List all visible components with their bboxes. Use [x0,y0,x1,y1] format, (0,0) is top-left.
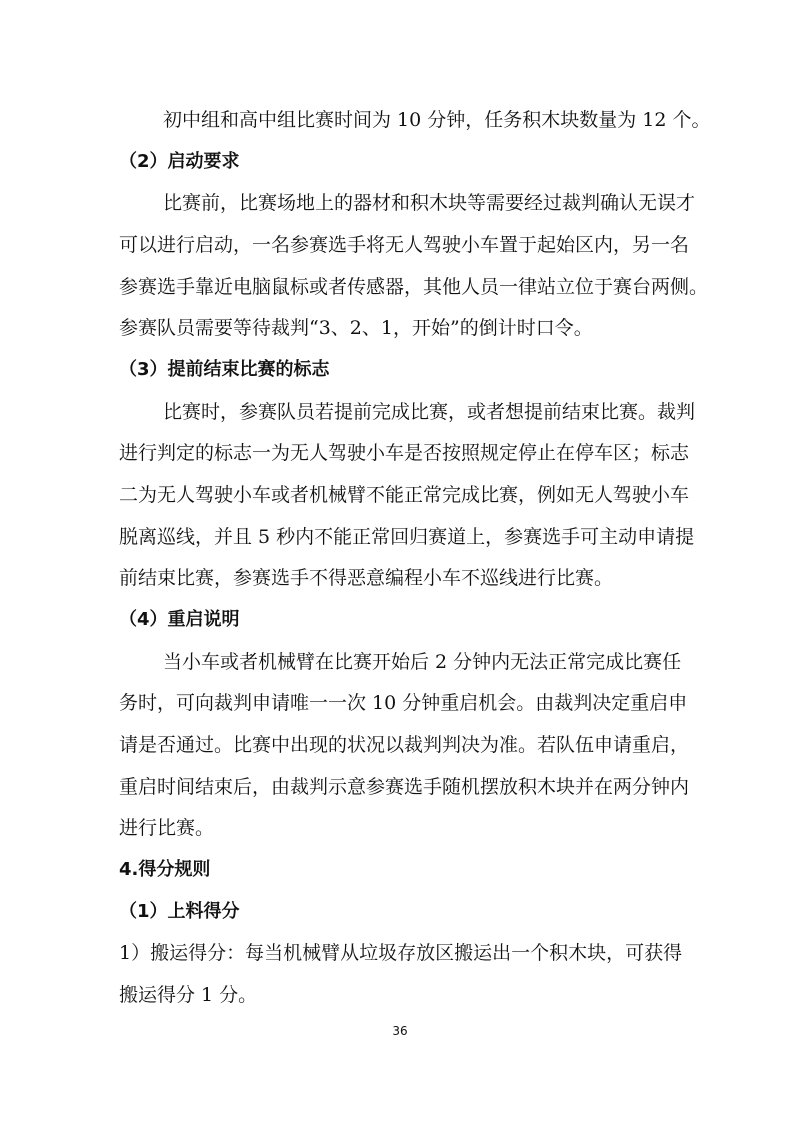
body-line: 参赛选手靠近电脑鼠标或者传感器，其他人员一律站立位于赛台两侧。 [119,276,709,298]
section-heading: 4.得分规则 [119,859,211,880]
body-line: 初中组和高中组比赛时间为 10 分钟，任务积木块数量为 12 个。 [163,109,711,131]
section-heading: （3）提前结束比赛的标志 [119,359,330,380]
section-heading: （1）上料得分 [119,901,240,922]
body-line: 当小车或者机械臂在比赛开始后 2 分钟内无法正常完成比赛任 [163,651,682,673]
body-line: 重启时间结束后，由裁判示意参赛选手随机摆放积木块并在两分钟内 [119,776,690,798]
body-line: 参赛队员需要等待裁判“3、2、1，开始”的倒计时口令。 [119,317,593,339]
body-line: 进行比赛。 [119,817,215,839]
body-line: 务时，可向裁判申请唯一一次 10 分钟重启机会。由裁判决定重启申 [119,692,688,714]
body-line: 请是否通过。比赛中出现的状况以裁判判决为准。若队伍申请重启， [119,734,690,756]
section-heading: （4）重启说明 [119,609,240,630]
body-line: 脱离巡线，并且 5 秒内不能正常回归赛道上，参赛选手可主动申请提 [119,526,695,548]
body-line: 二为无人驾驶小车或者机械臂不能正常完成比赛，例如无人驾驶小车 [119,484,690,506]
body-line: 搬运得分 1 分。 [119,984,258,1006]
body-line: 可以进行启动，一名参赛选手将无人驾驶小车置于起始区内，另一名 [119,234,690,256]
body-line: 比赛前，比赛场地上的器材和积木块等需要经过裁判确认无误才 [163,192,696,214]
section-heading: （2）启动要求 [119,151,240,172]
body-line: 前结束比赛，参赛选手不得恶意编程小车不巡线进行比赛。 [119,567,614,589]
body-line: 进行判定的标志一为无人驾驶小车是否按照规定停止在停车区；标志 [119,442,690,464]
body-line: 比赛时，参赛队员若提前完成比赛，或者想提前结束比赛。裁判 [163,401,696,423]
body-line: 1）搬运得分：每当机械臂从垃圾存放区搬运出一个积木块，可获得 [119,942,683,964]
page-number: 36 [392,1024,408,1038]
